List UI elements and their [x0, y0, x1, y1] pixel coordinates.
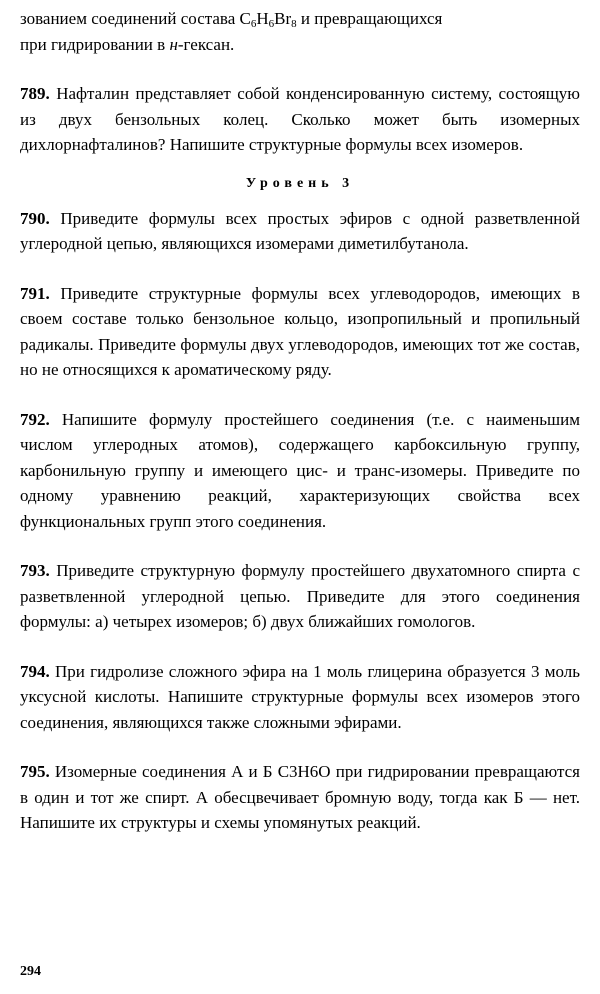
problem-text: Нафталин представляет собой конденсированную систему, состоящую из двух бензольных колец. Сколько может быть изомерных дихлорнафталинов? Напишите структурные формулы всех изомеров. [20, 84, 580, 154]
problem-789 [20, 81, 580, 158]
text-line: при гидрировании в н-гексан. [20, 34, 235, 54]
problem-number: 794. [20, 661, 50, 681]
text-line: зованием соединений состава $C_6H_6Br_8$ и превращающихся [20, 9, 443, 30]
page-number: 294 [20, 964, 41, 979]
problem-795 [20, 759, 580, 836]
problem-number: 793. [20, 561, 50, 580]
problem-text: При гидролизе сложного эфира на 1 моль глицерина образуется 3 моль уксусной кислоты. Напишите структурные формулы всех изомеров этого соединения, являющихся также сложными эфирами. [20, 661, 580, 732]
problem-792 [20, 407, 580, 535]
problem-text: Приведите структурную формулу простейшего двухатомного спирта с разветвленной углеродной цепью. Приведите для этого соединения формулы: а) четырех изомеров; б) двух ближайших гомологов. [20, 561, 580, 631]
problem-text: Напишите формулу простейшего соединения (т.е. с наименьшим числом углеродных атомов), содержащего карбоксильную группу, карбонильную группу и имеющего цис- и транс-изомеры. Приведите по одному уравнению реакций, характеризующих свойства всех функциональных групп этого соединения. [20, 409, 580, 531]
problem-793 [20, 558, 580, 635]
problem-number: 795. [20, 762, 50, 781]
paragraph-intro [20, 6, 580, 57]
problem-number: 792. [20, 409, 50, 429]
level-heading: Уровень 3 [245, 175, 355, 191]
problem-text: Приведите формулы всех простых эфиров с одной разветвленной углеродной цепью, являющихся изомерами диметилбутанола. [20, 208, 581, 253]
problem-number: 790. [20, 208, 50, 228]
problem-text: Изомерные соединения А и Б C3H6O при гидрировании превращаются в один и тот же спирт. А обесцвечивает бромную воду, тогда как Б — нет. Напишите их структуры и схемы упомянутых реакций. [20, 762, 581, 832]
problem-number: 791. [20, 283, 50, 303]
problem-791 [20, 281, 580, 383]
problem-number: 789. [20, 84, 50, 103]
problem-790 [20, 206, 580, 257]
problem-text: Приведите структурные формулы всех углеводородов, имеющих в своем составе только бензольное кольцо, изопропильный и пропильный радикалы. Приведите формулы двух углеводородов, имеющих тот же состав, но не относящихся к ароматическому ряду. [20, 283, 581, 379]
problem-794 [20, 659, 580, 736]
